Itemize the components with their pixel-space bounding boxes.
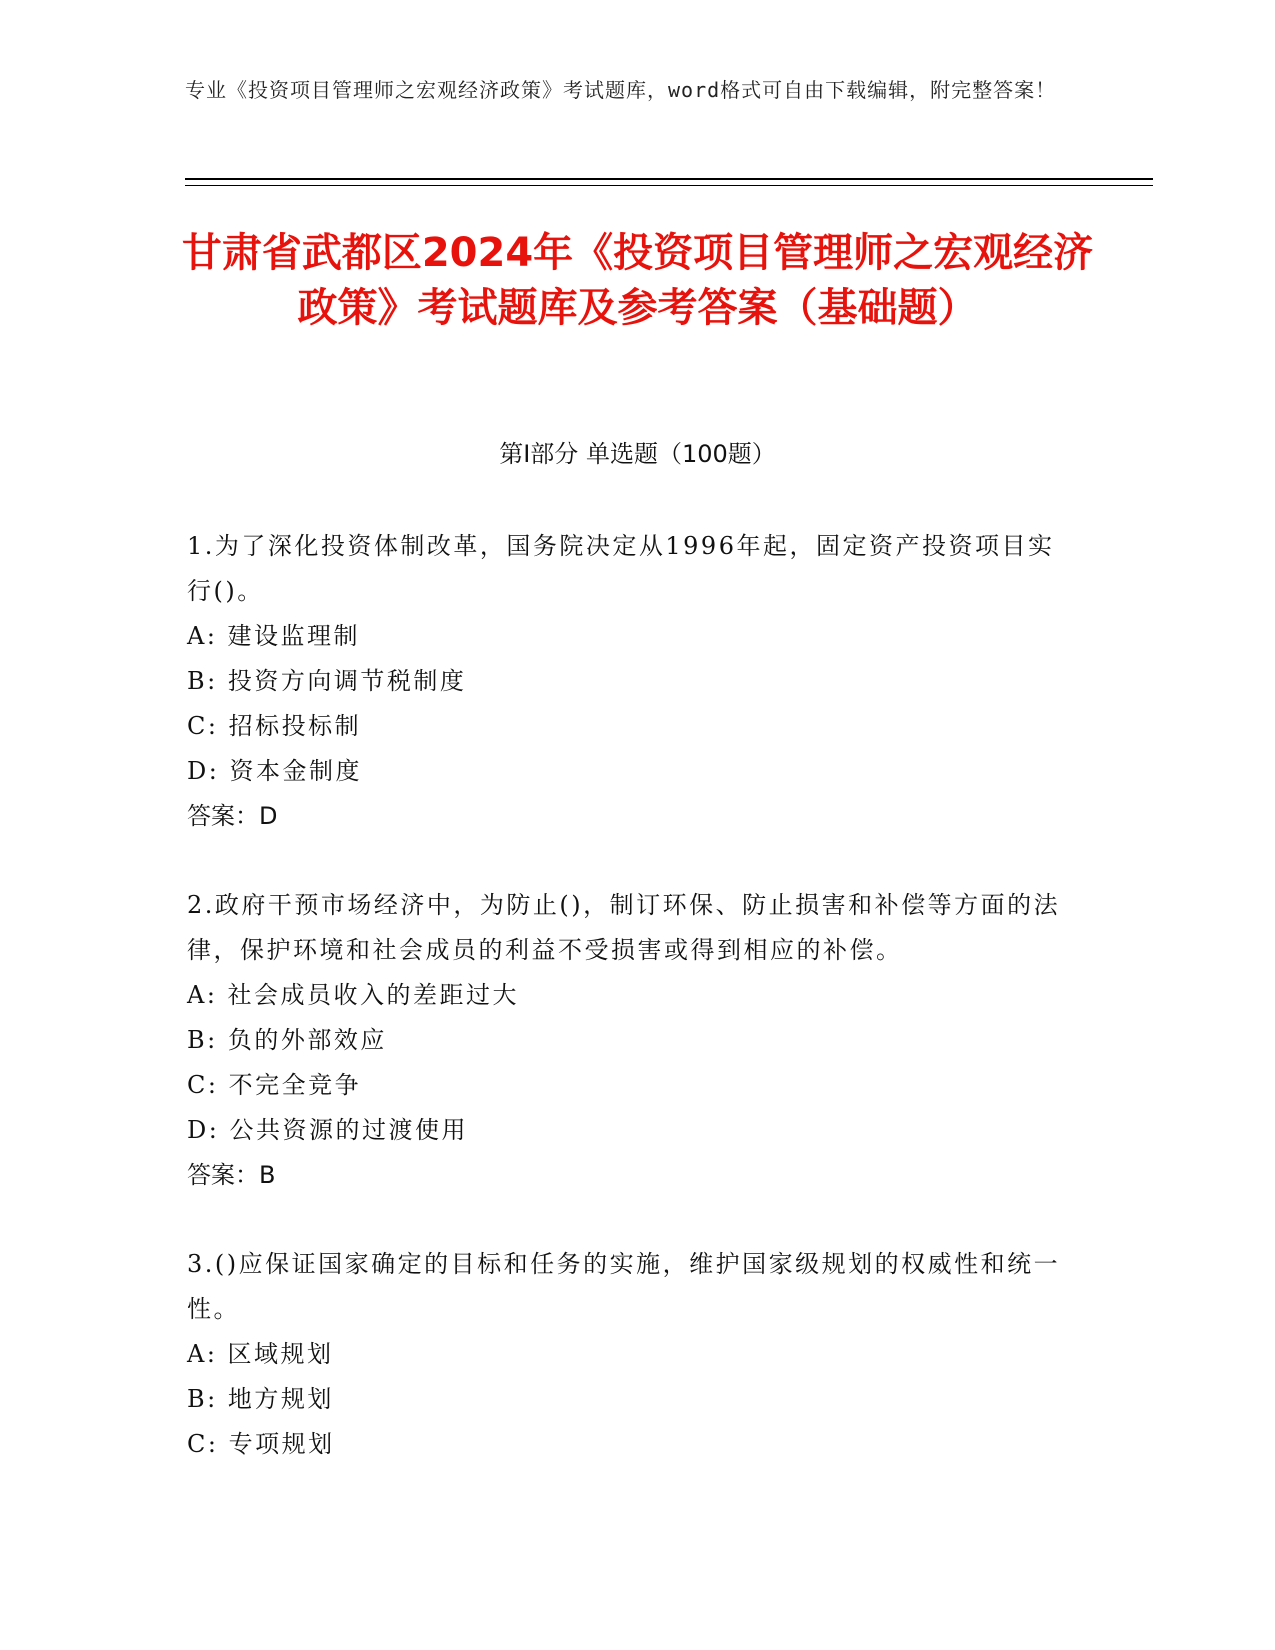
question-stem: 1.为了深化投资体制改革，国务院决定从1996年起，固定资产投资项目实行()。 [187,532,1055,605]
question-1 [187,524,1067,839]
option-a: A: 社会成员收入的差距过大 [187,981,520,1009]
question-2 [187,883,1067,1198]
question-stem: 3.()应保证国家确定的目标和任务的实施，维护国家级规划的权威性和统一性。 [187,1250,1061,1323]
option-c: C: 专项规划 [187,1430,335,1458]
header-note: 专业《投资项目管理师之宏观经济政策》考试题库，word格式可自由下载编辑，附完整答案！ [185,78,1057,102]
option-d: D: 资本金制度 [187,757,362,785]
section-heading: 第I部分 单选题（100题） [499,440,776,468]
option-b: B: 负的外部效应 [187,1026,387,1054]
header-divider-thin [185,185,1153,186]
option-b: B: 投资方向调节税制度 [187,667,467,695]
option-c: C: 不完全竞争 [187,1071,362,1099]
option-d: D: 公共资源的过渡使用 [187,1116,468,1144]
option-a: A: 区域规划 [187,1340,334,1368]
answer-text: 答案：D [187,802,278,830]
option-a: A: 建设监理制 [187,622,361,650]
question-list [187,524,1067,1511]
header-divider-thick [185,178,1153,180]
option-b: B: 地方规划 [187,1385,334,1413]
option-c: C: 招标投标制 [187,712,362,740]
document-title: 甘肃省武都区2024年《投资项目管理师之宏观经济政策》考试题库及参考答案（基础题） [181,230,1094,331]
question-3 [187,1242,1067,1467]
question-stem: 2.政府干预市场经济中，为防止()，制订环保、防止损害和补偿等方面的法律，保护环境和社会成员的利益不受损害或得到相应的补偿。 [187,891,1061,964]
answer-text: 答案：B [187,1161,276,1189]
